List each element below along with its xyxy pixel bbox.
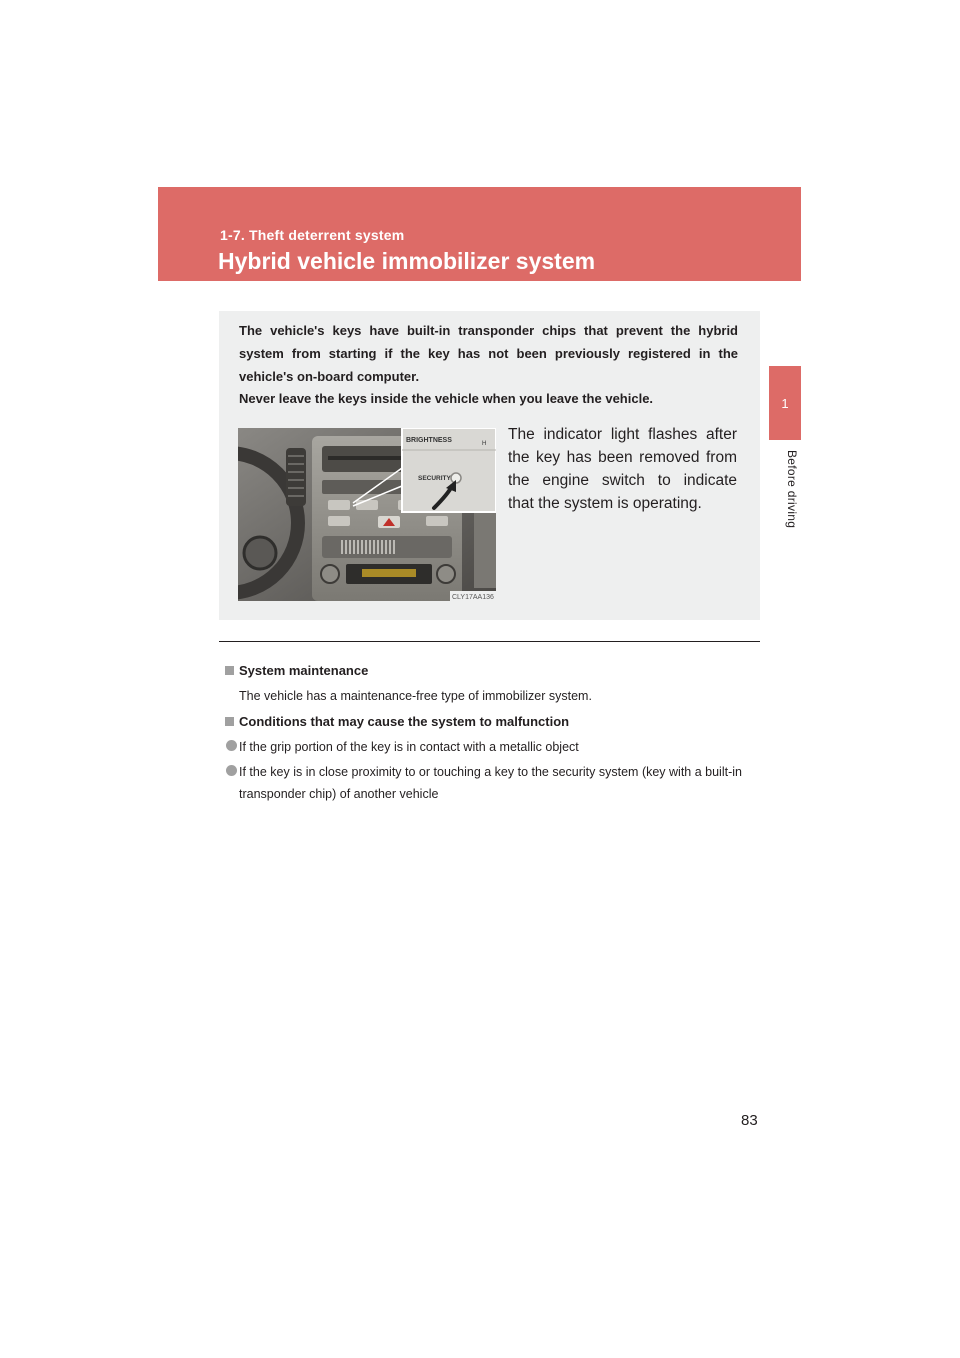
page-title: Hybrid vehicle immobilizer system <box>218 248 596 274</box>
chapter-number: 1 <box>781 396 789 411</box>
list-item-text: If the key is in close proximity to or touching a key to the security system (key with a built-in transponder chip) of another vehicle <box>239 765 742 801</box>
square-bullet-icon <box>225 666 234 675</box>
note-heading-text: Conditions that may cause the system to malfunction <box>239 714 570 729</box>
square-bullet-icon <box>225 717 234 726</box>
intro-line-2: system from starting if the key has not been previously registered in the <box>239 346 738 361</box>
section-divider <box>219 641 760 642</box>
circle-bullet-icon <box>226 765 237 776</box>
intro-box <box>219 311 760 620</box>
image-code: CLY17AA136 <box>452 594 494 601</box>
note-heading-maintenance <box>225 663 368 678</box>
intro-line-3: vehicle's on-board computer. <box>239 369 420 384</box>
caption-line-3: the engine switch to indicate <box>508 472 737 489</box>
circle-bullet-icon <box>226 740 237 751</box>
list-item <box>226 736 756 758</box>
dashboard-photo <box>238 428 496 601</box>
caption-line-1: The indicator light flashes after <box>508 426 737 443</box>
dashboard-illustration <box>238 428 496 601</box>
caption-line-4: that the system is operating. <box>508 495 702 512</box>
list-item-text: If the grip portion of the key is in contact with a metallic object <box>239 740 579 754</box>
section-label: 1-7. Theft deterrent system <box>220 227 405 243</box>
note-heading-malfunction <box>225 714 569 729</box>
inset-brightness-label: BRIGHTNESS <box>406 437 452 444</box>
figure-caption <box>508 423 737 515</box>
section-header <box>158 187 801 281</box>
intro-line-1: The vehicle's keys have built-in transponder chips that prevent the hybrid <box>239 323 738 338</box>
caption-line-2: the key has been removed from <box>508 449 737 466</box>
list-item <box>226 761 756 805</box>
inset-side-label: H <box>482 441 487 447</box>
chapter-tab <box>769 366 801 440</box>
inset-security-label: SECURITY <box>418 475 451 482</box>
note-text-maintenance: The vehicle has a maintenance-free type of immobilizer system. <box>239 689 592 703</box>
page-number: 83 <box>741 1112 758 1129</box>
chapter-label: Before driving <box>785 450 799 529</box>
note-heading-text: System maintenance <box>239 663 369 678</box>
intro-warning: Never leave the keys inside the vehicle when you leave the vehicle. <box>239 391 654 406</box>
